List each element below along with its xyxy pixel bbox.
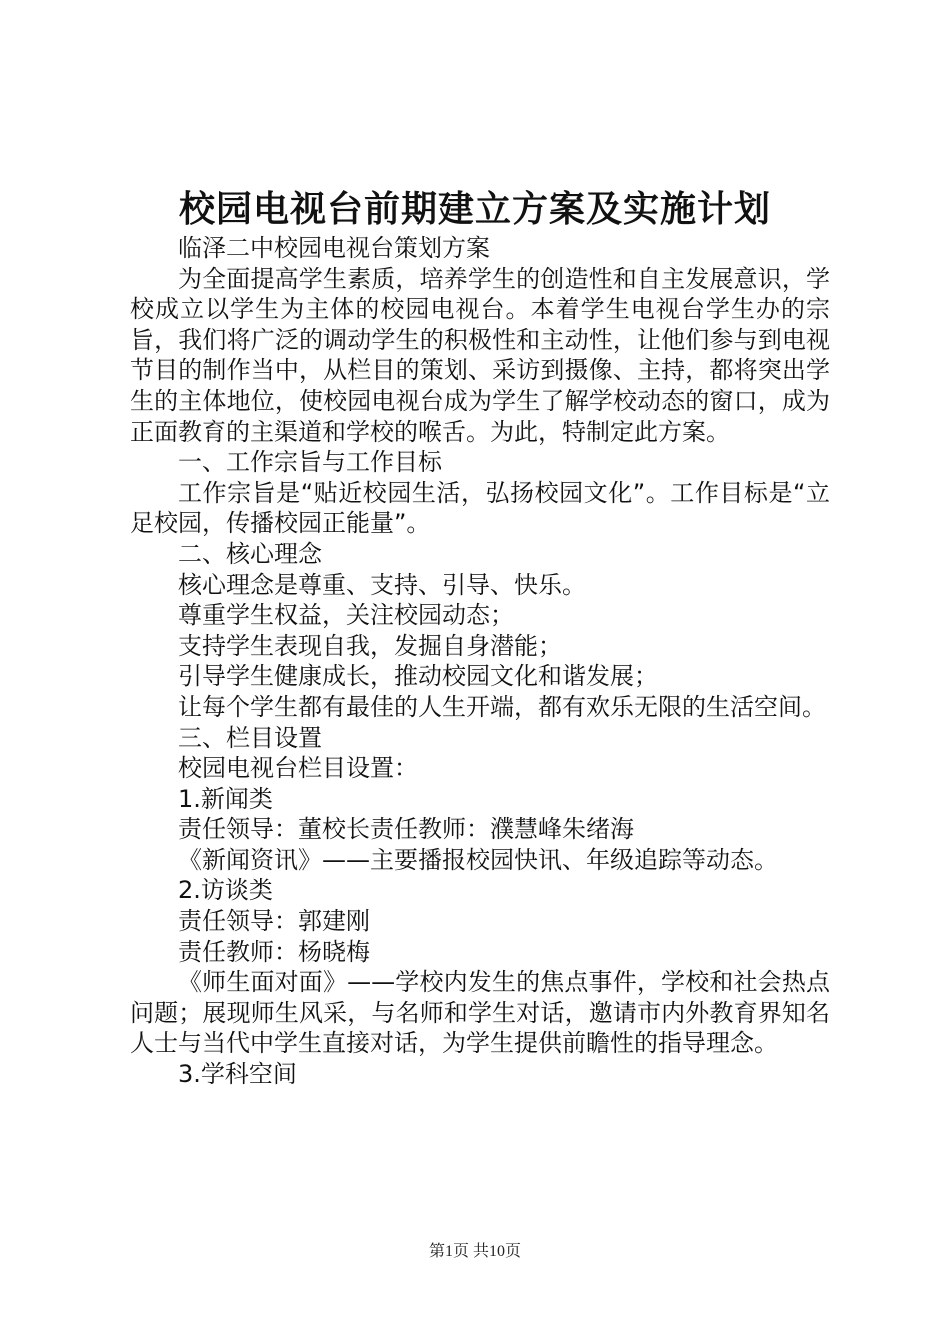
document-body (130, 233, 830, 1090)
section-heading: 三、栏目设置 (178, 723, 322, 752)
list-item: 3.学科空间 (178, 1060, 297, 1089)
paragraph: 《新闻资讯》——主要播报校园快讯、年级追踪等动态。 (178, 845, 778, 874)
paragraph: 为全面提高学生素质，培养学生的创造性和自主发展意识，学校成立以学生为主体的校园电视台。本着学生电视台学生办的宗旨，我们将广泛的调动学生的积极性和主动性，让他们参与到电视节目的制作当中，从栏目的策划、采访到摄像、主持，都将突出学生的主体地位，使校园电视台成为学生了解学校动态的窗口，成为正面教育的主渠道和学校的喉舌。为此，特制定此方案。 (130, 264, 830, 446)
paragraph: 核心理念是尊重、支持、引导、快乐。 (178, 570, 586, 599)
list-item: 2.访谈类 (178, 876, 273, 905)
paragraph: 校园电视台栏目设置： (178, 754, 418, 783)
paragraph: 责任教师：杨晓梅 (178, 937, 370, 966)
document-title: 校园电视台前期建立方案及实施计划 (178, 188, 771, 230)
section-heading: 二、核心理念 (178, 539, 322, 568)
page-number-footer: 第1页 共10页 (428, 1243, 521, 1260)
section-heading: 一、工作宗旨与工作目标 (178, 448, 442, 477)
paragraph: 让每个学生都有最佳的人生开端，都有欢乐无限的生活空间。 (178, 692, 826, 721)
paragraph: 引导学生健康成长，推动校园文化和谐发展； (178, 662, 658, 691)
list-item: 1.新闻类 (178, 784, 273, 813)
paragraph: 支持学生表现自我，发掘自身潜能； (178, 631, 562, 660)
paragraph: 尊重学生权益，关注校园动态； (178, 601, 514, 630)
paragraph: 临泽二中校园电视台策划方案 (178, 234, 490, 262)
paragraph: 工作宗旨是“贴近校园生活，弘扬校园文化”。工作目标是“立足校园，传播校园正能量”。 (130, 478, 830, 538)
paragraph: 责任领导：郭建刚 (178, 907, 370, 936)
paragraph: 责任领导：董校长责任教师：濮慧峰朱绪海 (178, 815, 634, 844)
paragraph: 《师生面对面》——学校内发生的焦点事件，学校和社会热点问题；展现师生风采，与名师和学生对话，邀请市内外教育界知名人士与当代中学生直接对话，为学生提供前瞻性的指导理念。 (130, 968, 830, 1058)
